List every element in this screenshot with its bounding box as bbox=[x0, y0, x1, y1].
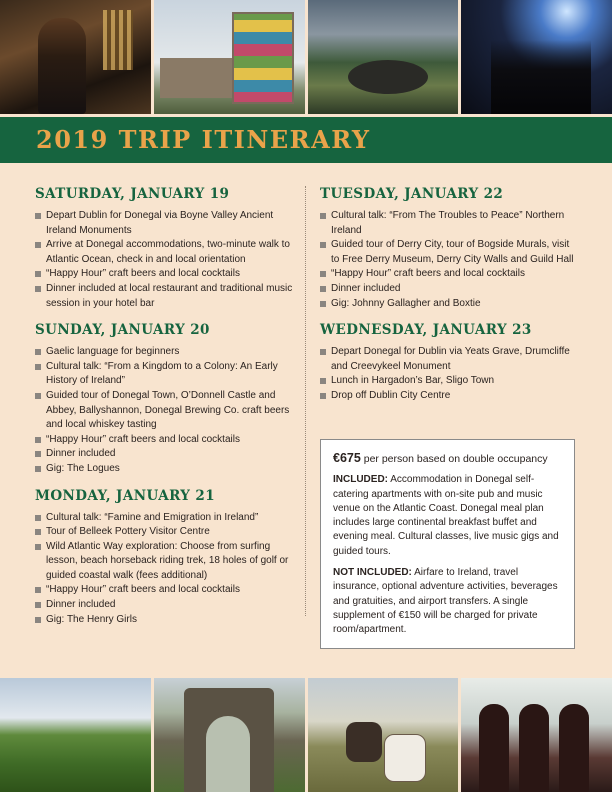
itinerary-left-column bbox=[35, 185, 293, 637]
day-saturday bbox=[35, 185, 293, 311]
day-monday bbox=[35, 487, 293, 628]
list-item: Depart Dublin for Donegal via Boyne Valley Ancient Ireland Monuments bbox=[35, 209, 293, 238]
list-item: Dinner included at local restaurant and traditional music session in your hotel bar bbox=[35, 282, 293, 311]
list-item: Depart Donegal for Dublin via Yeats Grave, Drumcliffe and Creevykeel Monument bbox=[320, 345, 580, 374]
day-items bbox=[320, 345, 580, 403]
not-included-label: NOT INCLUDED: bbox=[333, 567, 412, 579]
list-item: “Happy Hour” craft beers and local cocktails bbox=[35, 433, 293, 448]
bartender-photo bbox=[0, 0, 151, 114]
price-amount: €675 bbox=[333, 451, 361, 465]
day-heading: MONDAY, JANUARY 21 bbox=[35, 487, 216, 504]
singers-photo bbox=[461, 678, 612, 792]
list-item: Gig: The Henry Girls bbox=[35, 613, 293, 628]
green-hills-photo bbox=[0, 678, 151, 792]
title-band bbox=[0, 117, 612, 163]
list-item: Gig: The Logues bbox=[35, 462, 293, 477]
day-heading: TUESDAY, JANUARY 22 bbox=[320, 186, 504, 202]
list-item: Dinner included bbox=[35, 447, 293, 462]
list-item: Guided tour of Donegal Town, O’Donnell Castle and Abbey, Ballyshannon, Donegal Brewing Co. craft beers and local whiskey tasting bbox=[35, 389, 293, 433]
included-text: Accommodation in Donegal self-catering apartments with on-site pub and music venue on the Atlantic Coast. Donegal meal plan includes large continental breakfast buffet and evening meal. Cultural classes, live music gigs and guided tours. bbox=[333, 474, 559, 557]
list-item: Gaelic language for beginners bbox=[35, 345, 293, 360]
page-title: 2019 TRIP ITINERARY bbox=[36, 125, 371, 154]
list-item: “Happy Hour” craft beers and local cocktails bbox=[320, 267, 580, 282]
top-photo-strip bbox=[0, 0, 612, 114]
coastal-cliff-photo bbox=[308, 0, 459, 114]
price-note: per person based on double occupancy bbox=[363, 453, 548, 465]
list-item: Cultural talk: “From a Kingdom to a Colony: An Early History of Ireland” bbox=[35, 360, 293, 389]
list-item: Dinner included bbox=[35, 598, 293, 613]
list-item: “Happy Hour” craft beers and local cocktails bbox=[35, 267, 293, 282]
day-items bbox=[35, 345, 293, 476]
mural-photo bbox=[154, 0, 305, 114]
day-wednesday bbox=[320, 321, 580, 403]
list-item: Drop off Dublin City Centre bbox=[320, 389, 580, 404]
list-item: Cultural talk: “From The Troubles to Peace” Northern Ireland bbox=[320, 209, 580, 238]
day-sunday bbox=[35, 321, 293, 476]
day-items bbox=[35, 209, 293, 311]
beach-horseback-photo bbox=[308, 678, 459, 792]
list-item: Lunch in Hargadon’s Bar, Sligo Town bbox=[320, 374, 580, 389]
included-label: INCLUDED: bbox=[333, 474, 388, 486]
list-item: Arrive at Donegal accommodations, two-minute walk to Atlantic Ocean, check in and local orientation bbox=[35, 238, 293, 267]
included-paragraph bbox=[333, 473, 562, 559]
list-item: Gig: Johnny Gallagher and Boxtie bbox=[320, 297, 580, 312]
price-line bbox=[333, 451, 562, 466]
day-tuesday bbox=[320, 185, 580, 311]
list-item: Tour of Belleek Pottery Visitor Centre bbox=[35, 525, 293, 540]
concert-photo bbox=[461, 0, 612, 114]
day-heading: SATURDAY, JANUARY 19 bbox=[35, 186, 230, 202]
abbey-ruin-photo bbox=[154, 678, 305, 792]
list-item: Guided tour of Derry City, tour of Bogside Murals, visit to Free Derry Museum, Derry City Walls and Guild Hall bbox=[320, 238, 580, 267]
column-divider bbox=[305, 186, 306, 616]
not-included-text: Airfare to Ireland, travel insurance, optional adventure activities, beverages and gratuities, and airport transfers. A single supplement of €150 will be charged for private room/apartment. bbox=[333, 567, 558, 636]
day-items bbox=[35, 511, 293, 628]
day-heading: WEDNESDAY, JANUARY 23 bbox=[320, 322, 532, 339]
list-item: “Happy Hour” craft beers and local cocktails bbox=[35, 583, 293, 598]
list-item: Cultural talk: “Famine and Emigration in Ireland” bbox=[35, 511, 293, 526]
day-heading: SUNDAY, JANUARY 20 bbox=[35, 322, 210, 339]
day-items bbox=[320, 209, 580, 311]
itinerary-right-column bbox=[320, 185, 580, 414]
price-box bbox=[320, 439, 575, 649]
list-item: Wild Atlantic Way exploration: Choose from surfing lesson, beach horseback riding trek, 18 holes of golf or guided coastal walk (fees additional) bbox=[35, 540, 293, 584]
list-item: Dinner included bbox=[320, 282, 580, 297]
bottom-photo-strip bbox=[0, 678, 612, 792]
not-included-paragraph bbox=[333, 566, 562, 637]
